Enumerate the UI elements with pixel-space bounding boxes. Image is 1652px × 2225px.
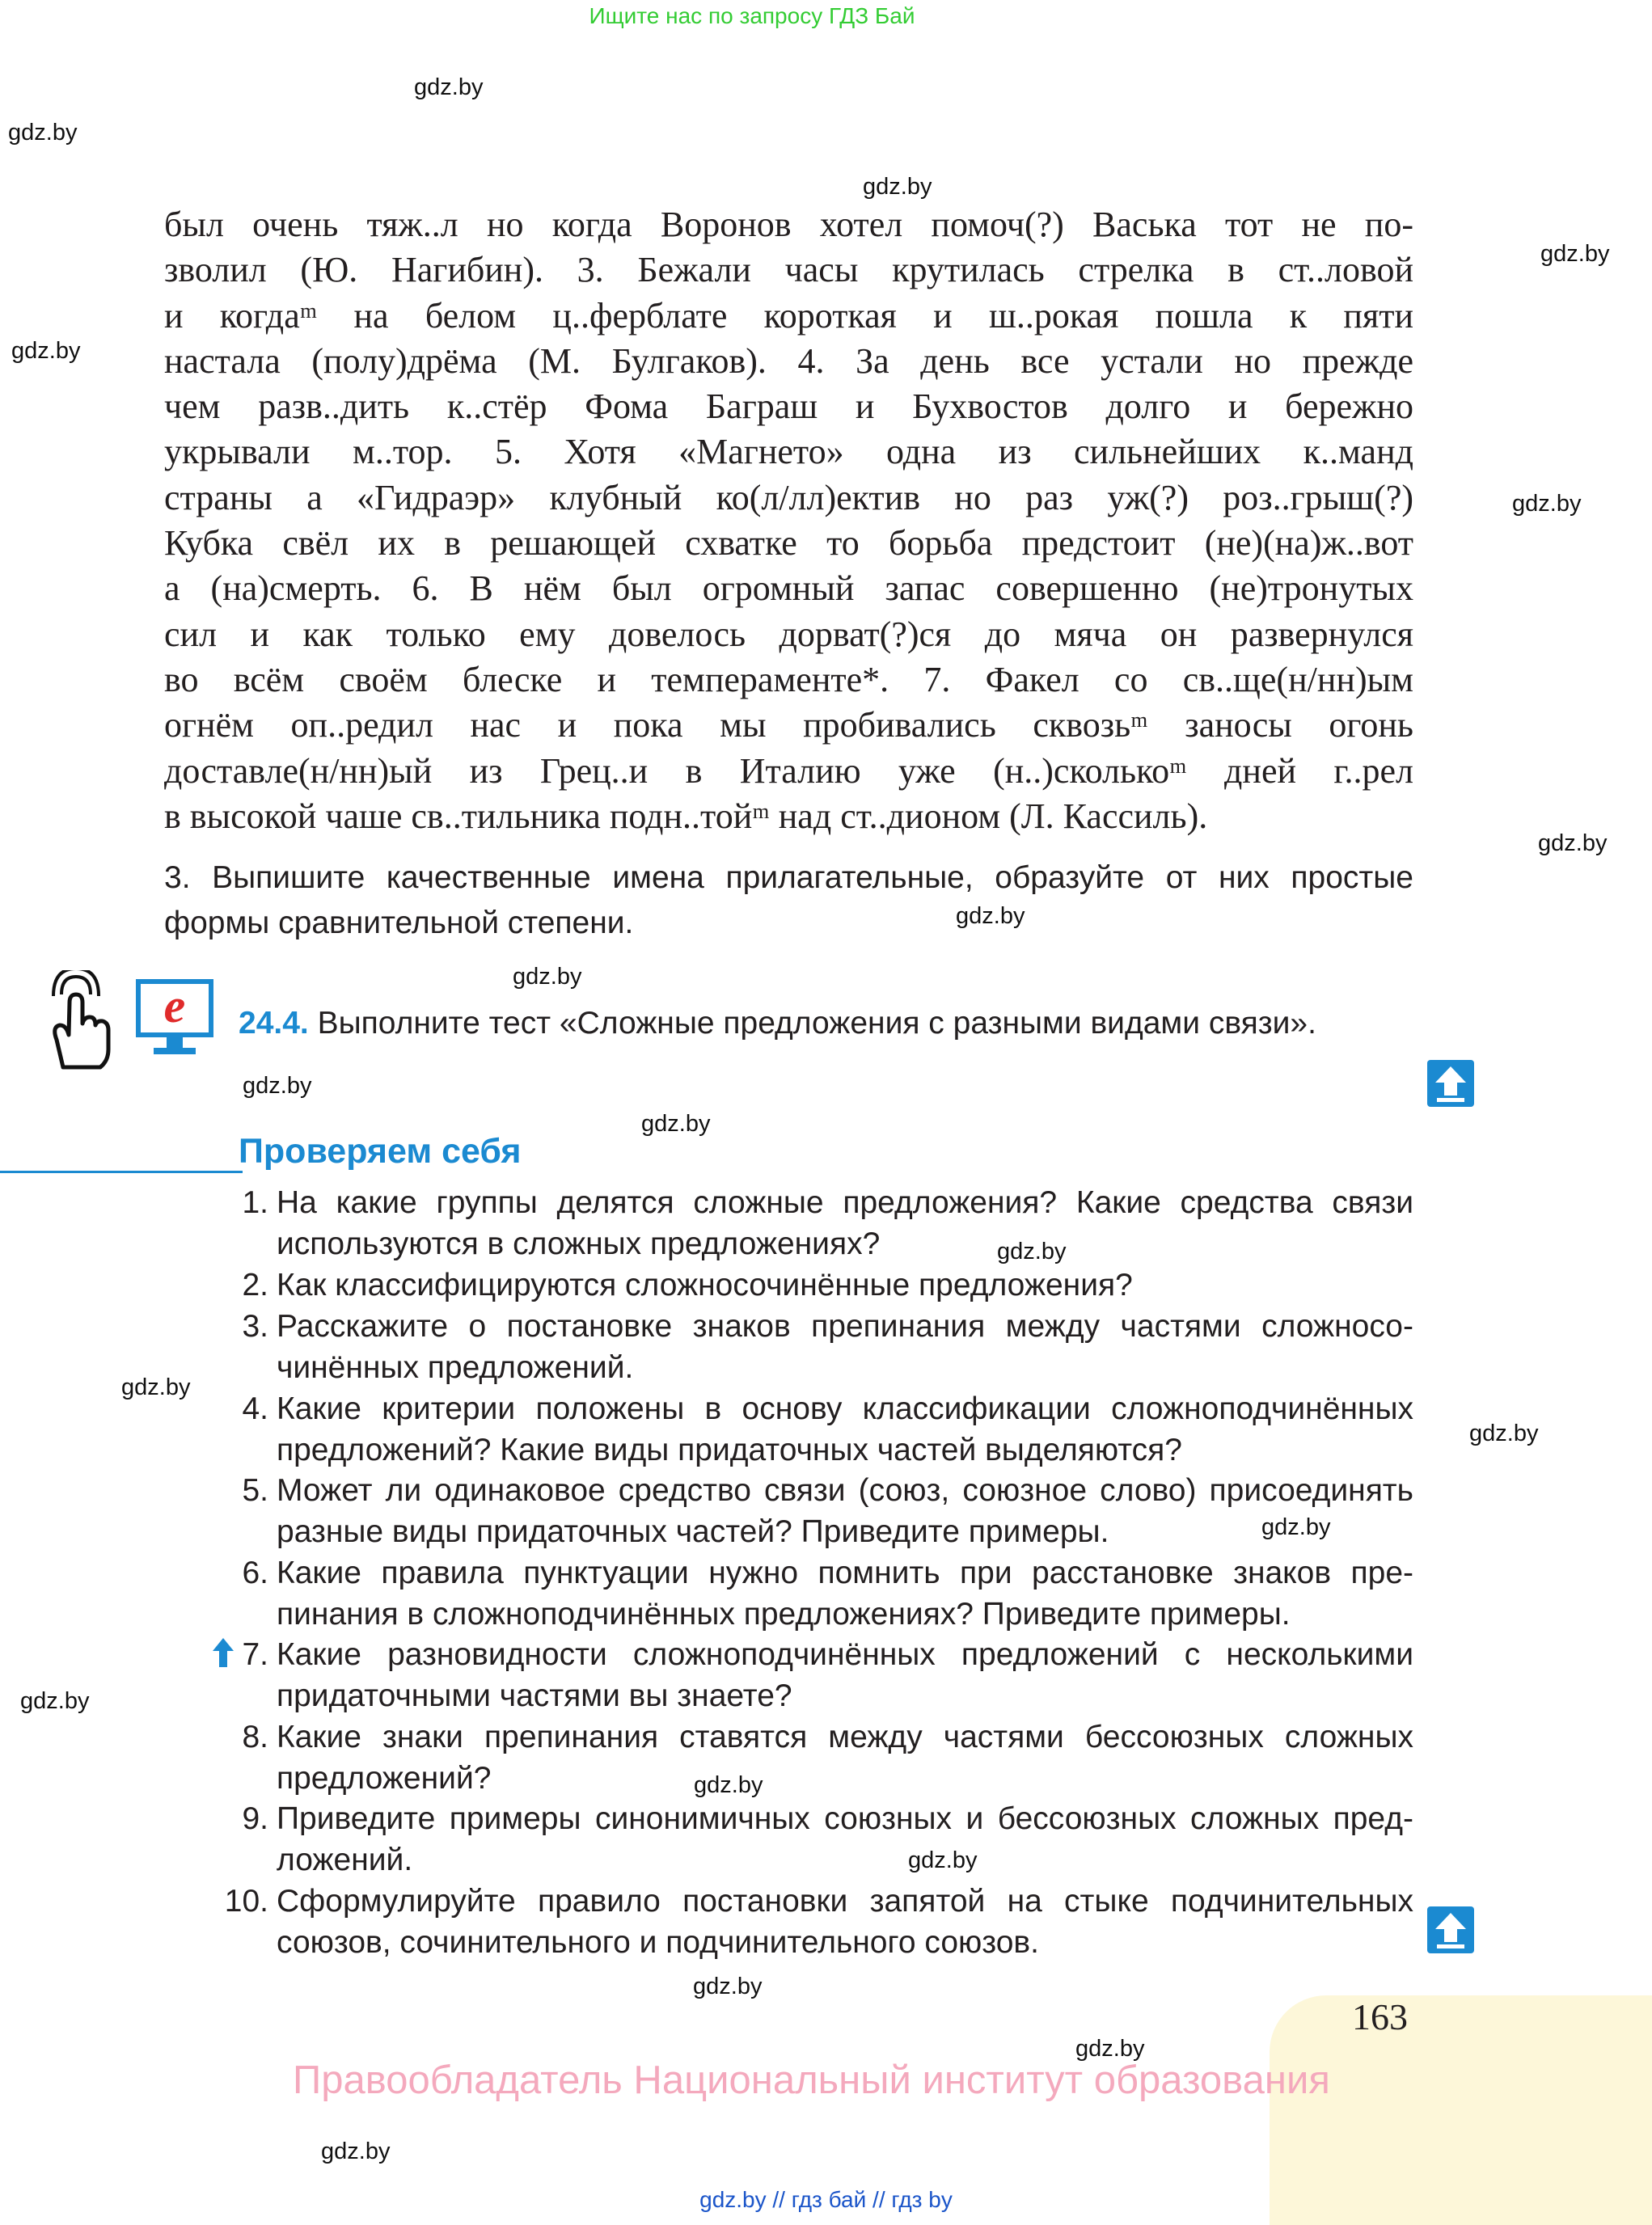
question-text: разные виды придаточных частей? Приведите примеры.	[277, 1514, 1109, 1549]
watermark: gdz.by	[1075, 2036, 1145, 2062]
question-number: 10.	[224, 1884, 268, 1919]
question-number: 5.	[242, 1473, 268, 1508]
watermark: gdz.by	[1540, 241, 1610, 267]
exercise-text	[164, 202, 1413, 839]
watermark: gdz.by	[20, 1688, 90, 1714]
watermark: gdz.by	[121, 1374, 191, 1400]
up-arrow-icon[interactable]	[1427, 1906, 1474, 1953]
question-number: 3.	[242, 1309, 268, 1344]
text-line: Кубка свёл их в решающей схватке то борьба предстоит (не)(на)ж..вот	[164, 523, 1413, 564]
section-title: Проверяем себя	[239, 1132, 522, 1171]
question-number: 1.	[242, 1185, 268, 1220]
copyright-notice: Правообладатель Национальный институт образования	[293, 2058, 1330, 2102]
watermark: gdz.by	[321, 2138, 391, 2164]
text-line: огнём оп..редил нас и пока мы пробивались сквозьᵐ заносы огонь	[164, 705, 1413, 745]
question-text: Приведите примеры синонимичных союзных и бессоюзных сложных пред-	[277, 1801, 1413, 1836]
text-line: страны а «Гидраэр» клубный ко(л/лл)ектив но раз уж(?) роз..грыш(?)	[164, 477, 1413, 517]
watermark: gdz.by	[694, 1772, 763, 1798]
touch-hand-icon	[39, 970, 116, 1075]
watermark: gdz.by	[8, 120, 78, 146]
question-text: пинания в сложноподчинённых предложениях? Приведите примеры.	[277, 1597, 1291, 1632]
question-text: придаточными частями вы знаете?	[277, 1678, 792, 1713]
question-text: Может ли одинаковое средство связи (союз, союзное слово) присоединять	[277, 1473, 1413, 1508]
up-arrow-icon[interactable]	[1427, 1060, 1474, 1107]
text-line: доставле(н/нн)ый из Грец..и в Италию уже (н..)сколькоᵐ дней г..рел	[164, 750, 1413, 791]
watermark: gdz.by	[863, 174, 932, 200]
footer-links[interactable]: gdz.by // гдз бай // гдз by	[699, 2187, 953, 2212]
question-text: Какие критерии положены в основу классификации сложноподчинённых	[277, 1391, 1413, 1426]
question-number: 6.	[242, 1556, 268, 1590]
question-number: 2.	[242, 1268, 268, 1302]
e-learning-monitor-icon	[136, 978, 215, 1059]
watermark: gdz.by	[513, 964, 582, 990]
watermark: gdz.by	[1261, 1514, 1331, 1540]
question-text: Какие правила пунктуации нужно помнить при расстановке знаков пре-	[277, 1556, 1413, 1590]
watermark: gdz.by	[1512, 491, 1582, 517]
question-number: 9.	[242, 1801, 268, 1836]
text-line: чем разв..дить к..стёр Фома Баграш и Бухвостов долго и бережно	[164, 386, 1413, 427]
text-line: и когдаᵐ на белом ц..ферблате короткая и ш..рокая пошла к пяти	[164, 295, 1413, 336]
section-divider	[0, 1171, 243, 1173]
watermark: gdz.by	[1469, 1421, 1539, 1446]
watermark: gdz.by	[641, 1111, 711, 1137]
question-text: ложений.	[277, 1843, 413, 1877]
question-text: используются в сложных предложениях?	[277, 1226, 881, 1261]
exercise-number: 24.4.	[239, 1006, 309, 1041]
exercise-24-4	[239, 1001, 1411, 1046]
watermark: gdz.by	[908, 1847, 978, 1873]
watermark: gdz.by	[693, 1974, 763, 1999]
text-line: был очень тяж..л но когда Воронов хотел помоч(?) Васька тот не по-	[164, 205, 1413, 244]
question-text: Как классифицируются сложносочинённые предложения?	[277, 1268, 1133, 1302]
watermark: gdz.by	[414, 74, 484, 100]
text-line: в высокой чаше св..тильника подн..тойᵐ над ст..дионом (Л. Кассиль).	[164, 796, 1208, 836]
page-number: 163	[1352, 1996, 1408, 2037]
question-text: Расскажите о постановке знаков препинания между частями сложносо-	[277, 1309, 1413, 1344]
question-text: Сформулируйте правило постановки запятой на стыке подчинительных	[277, 1884, 1413, 1919]
watermark: gdz.by	[243, 1073, 312, 1099]
task-3-line: формы сравнительной степени.	[164, 906, 634, 940]
text-line: настала (полу)дрёма (М. Булгаков). 4. За день все устали но прежде	[164, 340, 1413, 381]
text-line: зволил (Ю. Нагибин). 3. Бежали часы крутилась стрелка в ст..ловой	[164, 250, 1413, 290]
question-text: Какие знаки препинания ставятся между частями бессоюзных сложных	[277, 1720, 1413, 1754]
exercise-instruction: Выполните тест «Сложные предложения с разными видами связи».	[308, 1006, 1316, 1041]
watermark: gdz.by	[956, 903, 1025, 929]
watermark: gdz.by	[11, 338, 81, 364]
text-line: укрывали м..тор. 5. Хотя «Магнето» одна из сильнейших к..манд	[164, 432, 1413, 472]
question-number: 8.	[242, 1720, 268, 1754]
watermark: gdz.by	[1538, 830, 1608, 856]
text-line: а (на)смерть. 6. В нём был огромный запас совершенно (не)тронутых	[164, 568, 1413, 609]
task-3-line: 3. Выпишите качественные имена прилагательные, образуйте от них простые	[164, 860, 1413, 895]
watermark: gdz.by	[997, 1239, 1067, 1264]
question-text: На какие группы делятся сложные предложения? Какие средства связи	[277, 1185, 1413, 1220]
question-text: Какие разновидности сложноподчинённых предложений с несколькими	[277, 1637, 1413, 1672]
question-text: предложений?	[277, 1761, 492, 1796]
svg-text:e: e	[163, 979, 186, 1032]
question-text: предложений? Какие виды придаточных частей выделяются?	[277, 1433, 1182, 1467]
text-line: во всём своём блеске и темпераменте*. 7. Факел со св..ще(н/нн)ым	[164, 659, 1413, 699]
text-line: сил и как только ему довелось дорват(?)ся до мяча он развернулся	[164, 614, 1413, 654]
search-banner: Ищите нас по запросу ГДЗ Бай	[589, 3, 915, 28]
question-number: 7.	[242, 1637, 268, 1672]
question-text: чинённых предложений.	[277, 1350, 634, 1385]
question-number: 4.	[242, 1391, 268, 1426]
question-text: союзов, сочинительного и подчинительного союзов.	[277, 1925, 1039, 1960]
